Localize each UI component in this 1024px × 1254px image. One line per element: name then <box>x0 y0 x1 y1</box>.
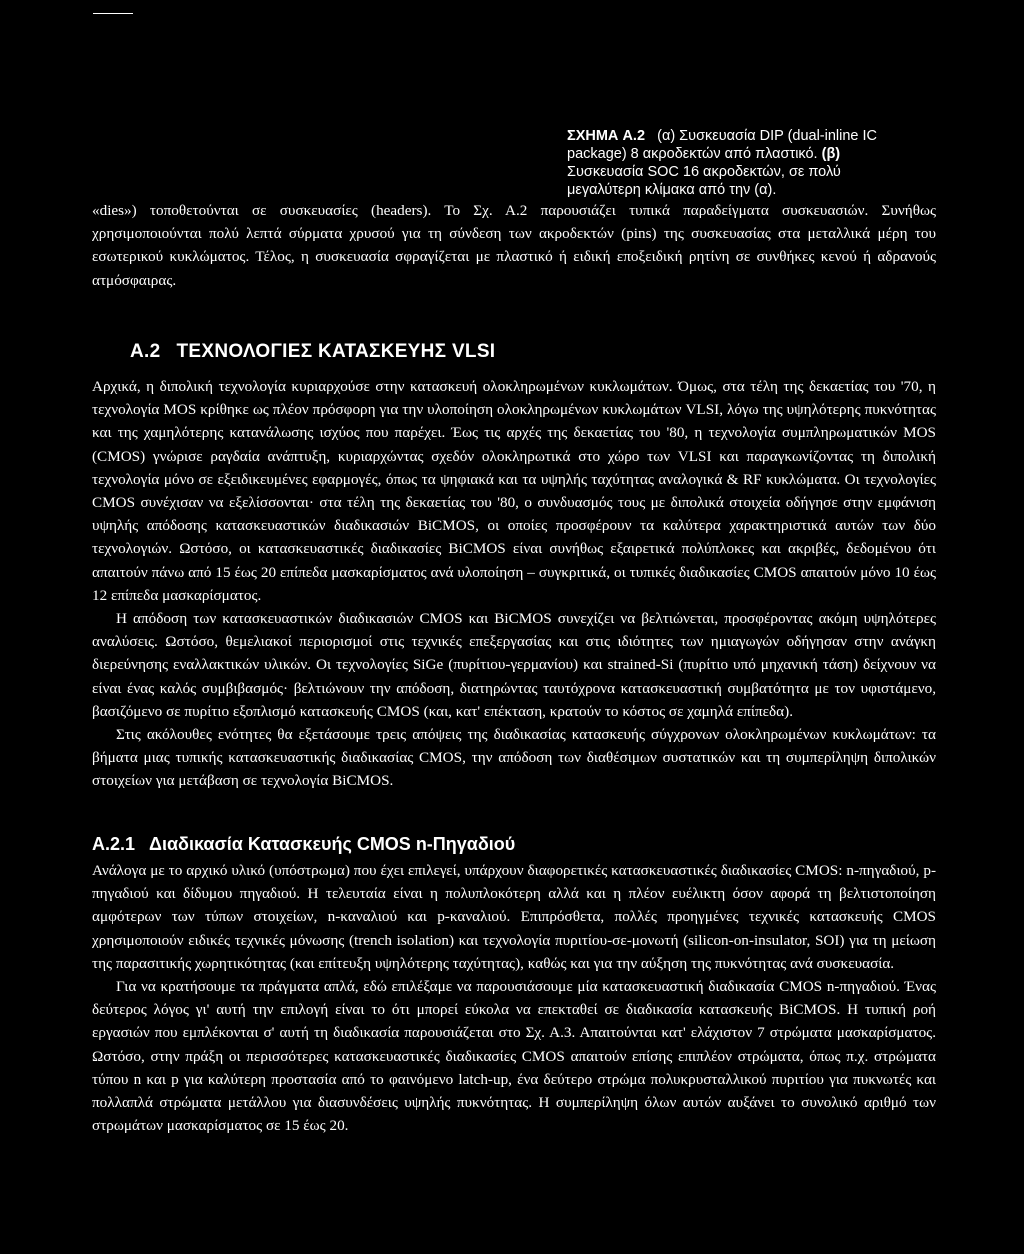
section-paragraph: Στις ακόλουθες ενότητες θα εξετάσουμε τρεις απόψεις της διαδικασίας κατασκευής σύγχρονων ολοκληρωμένων κυκλωμάτων: τα βήματα μιας τυπικής κατασκευαστικής διαδικασίας CMOS, την απόδοση των διαθέσιμων συστατικών και τη συμπερίληψη διπολικών στοιχείων για μετάβαση σε τεχνολογία BiCMOS. <box>92 726 936 790</box>
subsection-paragraph: Ανάλογα με το αρχικό υλικό (υπόστρωμα) που έχει επιλεγεί, υπάρχουν διαφορετικές κατασκευαστικές διαδικασίες CMOS: n-πηγαδιού, p-πηγαδιού και δίδυμου πηγαδιού. Η τελευταία είναι η πολυπλοκότερη αλλά και η πλέον ευέλικτη όσον αφορά τη βελτιστοποίηση αμφότερων των τύπων στοιχείων, n-καναλιού και p-καναλιού. Επιπρόσθετα, πολλές προηγμένες τεχνικές κατασκευής CMOS χρησιμοποιούν ειδικές τεχνικές μόνωσης (trench isolation) και τεχνολογία πυριτίου-σε-μονωτή (silicon-on-insulator, SOI) για τη μείωση της παρασιτικής χωρητικότητας (και επίτευξη υψηλότερης ταχύτητας), καθώς και για την αύξηση της πυκνότητας ανά συσκευασία. <box>92 862 936 972</box>
section-paragraph: Η απόδοση των κατασκευαστικών διαδικασιών CMOS και BiCMOS συνεχίζει να βελτιώνεται, προσφέροντας ακόμη υψηλότερες αναλύσεις. Ωστόσο, θεμελιακοί περιορισμοί στις τεχνικές επεξεργασίας και στις ιδιότητες των ημιαγωγών οδήγησαν στην ανάγκη διερεύνησης εναλλακτικών υλικών. Οι τεχνολογίες SiGe (πυρίτιου-γερμανίου) και strained-Si (πυρίτιο υπό μηχανική τάση) δείχνουν να είναι ένας καλός συμβιβασμός· βελτιώνουν την απόδοση, διατηρώντας ταυτόχρονα κατασκευαστική συμβατότητα με τον υφιστάμενο, βασιζόμενο σε πυρίτιο εξοπλισμό κατασκευής CMOS (και, κατ' επέκταση, κρατούν το κόστος σε χαμηλά επίπεδα). <box>92 610 936 720</box>
section-heading <box>130 341 495 363</box>
caption-marker-b: (β) <box>821 146 841 162</box>
intro-paragraph: «dies») τοποθετούνται σε συσκευασίες (headers). Το Σχ. Α.2 παρουσιάζει τυπικά παραδείγματα συσκευασιών. Συνήθως χρησιμοποιούνται πολύ λεπτά σύρματα χρυσού για τη σύνδεση των ακροδεκτών (pins) της συσκευασίας στα μεταλλικά μέρη του εσωτερικού κυκλώματος. Τέλος, η συσκευασία σφραγίζεται με πλαστικό ή ειδική εποξειδική ρητίνη σε συνθήκες κενού ή αδρανούς ατμόσφαιρας. <box>92 202 936 289</box>
caption-text-a: (α) Συσκευασία DIP (dual-inline IC package) 8 ακροδεκτών από πλαστικό. <box>567 128 878 162</box>
figure-caption <box>567 127 887 199</box>
section-paragraph: Αρχικά, η διπολική τεχνολογία κυριαρχούσε στην κατασκευή ολοκληρωμένων κυκλωμάτων. Όμως, στα τέλη της δεκαετίας του '70, η τεχνολογία MOS κρίθηκε ως πλέον πρόσφορη για την υλοποίηση ολοκληρωμένων κυκλωμάτων VLSI, λόγω της υψηλότερης πυκνότητας και της χαμηλότερης κατανάλωσης ισχύος που παρέχει. Έως τις αρχές της δεκαετίας του '80, η τεχνολογία συμπληρωματικών MOS (CMOS) γνώρισε ραγδαία ανάπτυξη, κυριαρχώντας σχεδόν ολοκληρωτικά στο χώρο των VLSI και παραγκωνίζοντας τη διπολική τεχνολογία μόνο σε εξειδικευμένες εφαρμογές, όπως τα ψηφιακά και τα υψηλής ταχύτητας αναλογικά & RF κυκλώματα. Οι τεχνολογίες CMOS συνέχισαν να εξελίσσονται· στα τέλη της δεκαετίας του '80, ο συνδυασμός τους με διπολικά στοιχεία οδήγησε στην εμφάνιση υψηλής απόδοσης κατασκευαστικών διαδικασιών BiCMOS, οι οποίες προσφέρουν τα καλύτερα χαρακτηριστικά αυτών των δύο τεχνολογιών. Ωστόσο, οι κατασκευαστικές διαδικασίες BiCMOS είναι συνήθως εξαιρετικά πολύπλοκες και ακριβές, δεδομένου ότι απαιτούν πάνω από 15 έως 20 επίπεδα μασκαρίσματος ανά υλοποίηση – συγκριτικά, οι τυπικές διαδικασίες CMOS απαιτούν μόνο 10 έως 12 επίπεδα μασκαρίσματος. <box>92 378 936 604</box>
subsection-number: Α.2.1 <box>92 834 136 854</box>
caption-label: ΣΧΗΜΑ <box>567 128 619 144</box>
subsection-body <box>92 859 936 1137</box>
caption-text-b: Συσκευασία SOC 16 ακροδεκτών, σε πολύ μεγαλύτερη κλίμακα από την (α). <box>567 164 841 198</box>
section-title: ΤΕΧΝΟΛΟΓΙΕΣ ΚΑΤΑΣΚΕΥΗΣ VLSI <box>176 341 496 362</box>
subsection-heading <box>92 834 515 855</box>
section-body <box>92 375 936 793</box>
subsection-paragraph: Για να κρατήσουμε τα πράγματα απλά, εδώ επιλέξαμε να παρουσιάσουμε μία κατασκευαστική διαδικασία CMOS n-πηγαδιού. Ένας δεύτερος λόγος γι' αυτή την επιλογή είναι το ότι μπορεί εύκολα να επεκταθεί σε διαδικασία κατασκευής BiCMOS. Η τυπική ροή εργασιών που εμπλέκονται σ' αυτή τη διαδικασία παρουσιάζεται στο Σχ. Α.3. Απαιτούνται κατ' ελάχιστον 7 στρώματα μασκαρίσματος. Ωστόσο, στην πράξη οι περισσότερες κατασκευαστικές διαδικασίες CMOS απαιτούν επίσης επιπλέον στρώματα, όπως π.χ. στρώματα τύπου n και p για καλύτερη προστασία από το φαινόμενο latch-up, ένα δεύτερο στρώμα πολυκρυσταλλικού πυριτίου για πυκνωτές και πολλαπλά στρώματα μετάλλου για διασυνδέσεις υψηλής πυκνότητας. Η συμπερίληψη όλων αυτών αυξάνει το συνολικό αριθμό των στρωμάτων μασκαρίσματος σε 15 έως 20. <box>92 978 936 1135</box>
intro-block <box>92 199 936 292</box>
top-rule <box>93 13 133 14</box>
caption-number: Α.2 <box>622 128 646 144</box>
section-number: Α.2 <box>130 341 161 362</box>
subsection-title: Διαδικασία Κατασκευής CMOS n-Πηγαδιού <box>149 834 516 854</box>
